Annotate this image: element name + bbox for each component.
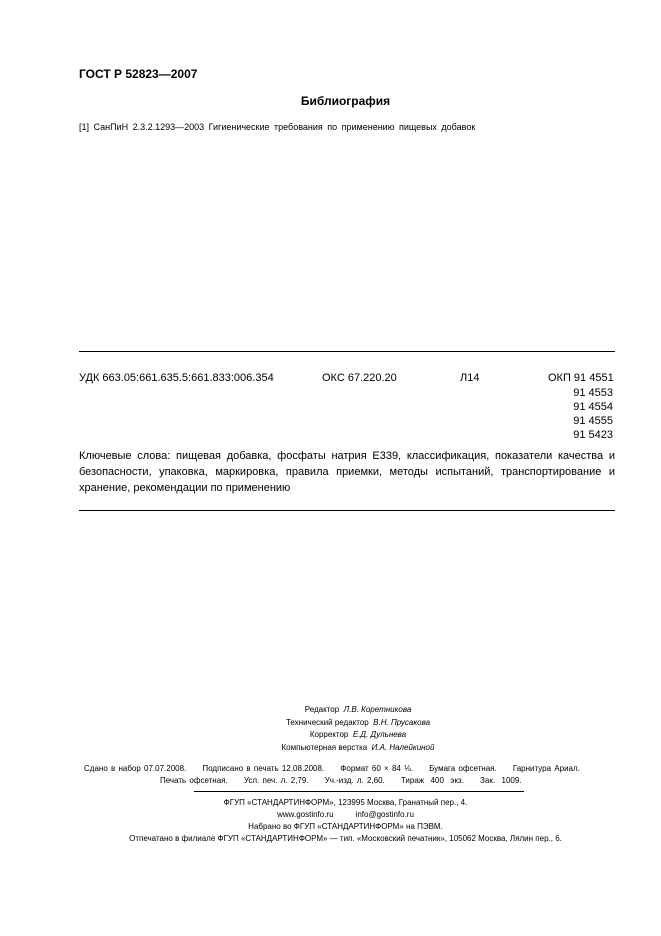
- print-info-line2: Печать офсетная. Усл. печ. л. 2,79. Уч.-изд. л. 2,60. Тираж 400 экз. Зак. 1009.: [160, 776, 522, 785]
- oks-code: ОКС 67.220.20: [322, 372, 397, 384]
- bibliography-title: Библиография: [300, 94, 391, 108]
- okp-code-first: ОКП 91 4551: [548, 372, 614, 384]
- publisher-address: ФГУП «СТАНДАРТИНФОРМ», 123995 Москва, Гранатный пер., 4.: [223, 798, 468, 807]
- l-code: Л14: [460, 372, 480, 384]
- okp-code: 91 4553: [573, 387, 613, 399]
- credit-role: Компьютерная верстка: [281, 742, 368, 752]
- credit-editor: [55, 704, 661, 717]
- credit-name: Л.В. Коретникова: [343, 705, 412, 714]
- credit-role: Корректор: [309, 730, 349, 739]
- bibliography-entry: [1] СанПиН 2.3.2.1293—2003 Гигиенические требования по применению пищевых добавок: [79, 122, 476, 132]
- print-info-line1: Сдано в набор 07.07.2008. Подписано в печать 12.08.2008. Формат 60 × 84 ⅛. Бумага офсетная. Гарнитура Ариал.: [84, 764, 580, 773]
- okp-code: 91 4555: [573, 415, 613, 427]
- credit-name: И.А. Налейкиной: [371, 742, 435, 752]
- divider-bottom: [79, 510, 615, 511]
- publisher-typeset: Набрано во ФГУП «СТАНДАРТИНФОРМ» на ПЭВМ.: [248, 822, 443, 831]
- publisher-contacts: [30, 809, 661, 821]
- okp-codes-list: [573, 386, 613, 442]
- publisher-block: [0, 797, 661, 845]
- credit-layout: [55, 742, 661, 755]
- publisher-printed: Отпечатано в филиале ФГУП «СТАНДАРТИНФОРМ» — тип. «Московский печатник», 105062 Москва, Лялин пер., 6.: [129, 834, 562, 843]
- standard-number: ГОСТ Р 52823—2007: [79, 67, 198, 81]
- credit-name: В.Н. Прусакова: [373, 717, 431, 727]
- keywords: Ключевые слова: пищевая добавка, фосфаты натрия Е339, классификация, показатели качества и безопасности, упаковка, маркировка, правила приемки, методы испытаний, транспортирование и хранение, рекомендации по применению: [79, 450, 615, 494]
- okp-code: 91 5423: [573, 429, 613, 441]
- credit-role: Редактор: [304, 705, 340, 714]
- credit-role: Технический редактор: [285, 717, 369, 727]
- credit-tech-editor: [55, 717, 661, 730]
- publisher-website[interactable]: www.gostinfo.ru: [277, 810, 334, 819]
- credit-name: Е.Д. Дульнева: [352, 730, 407, 739]
- credit-corrector: [55, 729, 661, 742]
- divider-publisher: [194, 791, 524, 792]
- udk-code: УДК 663.05:661.635.5:661.833:006.354: [79, 372, 274, 384]
- divider-top: [79, 351, 615, 352]
- credits-block: [0, 704, 661, 754]
- publisher-email[interactable]: info@gostinfo.ru: [355, 810, 414, 819]
- okp-code: 91 4554: [573, 401, 613, 413]
